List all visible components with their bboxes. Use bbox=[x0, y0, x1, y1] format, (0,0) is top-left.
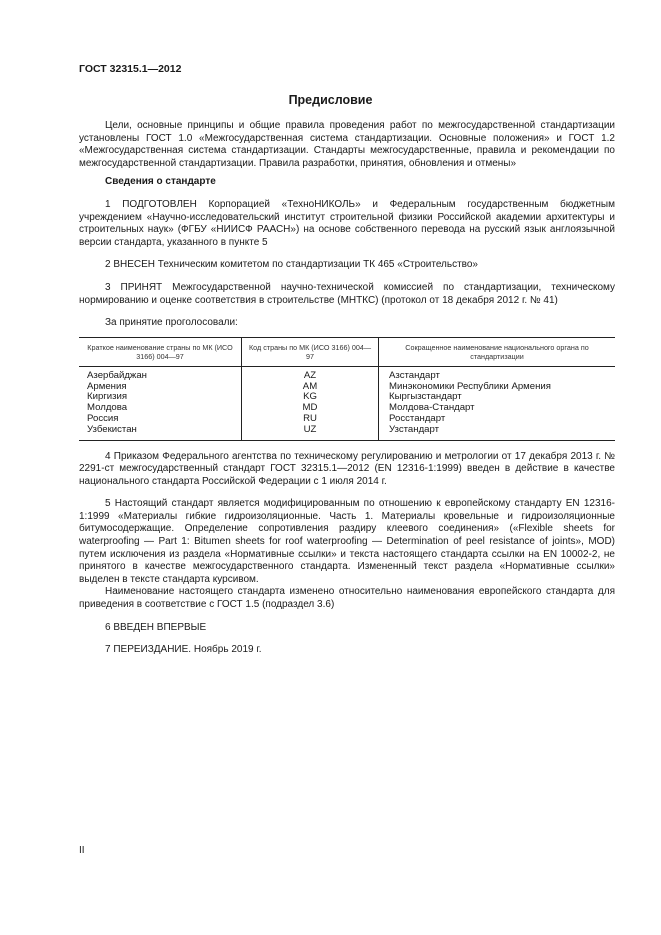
column-header-body: Сокращенное наименование национального органа по стандартизации bbox=[379, 337, 616, 366]
table-row bbox=[79, 392, 615, 403]
page-title: Предисловие bbox=[288, 93, 373, 107]
page-number: II bbox=[79, 845, 85, 856]
voting-table bbox=[79, 337, 615, 441]
country-cell: Узбекистан bbox=[79, 425, 242, 440]
country-cell: Азербайджан bbox=[87, 369, 147, 381]
body-cell: Азстандарт bbox=[379, 366, 616, 381]
column-header-country: Краткое наименование страны по МК (ИСО 3166) 004—97 bbox=[79, 337, 242, 366]
country-cell: Россия bbox=[87, 412, 119, 424]
paragraph-7: 7 ПЕРЕИЗДАНИЕ. Ноябрь 2019 г. bbox=[105, 644, 262, 656]
paragraph-2: 2 ВНЕСЕН Техническим комитетом по стандартизации ТК 465 «Строительство» bbox=[105, 259, 478, 271]
body-cell: Кыргызстандарт bbox=[379, 392, 616, 403]
table-row bbox=[79, 382, 615, 393]
table-row bbox=[79, 425, 615, 440]
paragraph-1: 1 ПОДГОТОВЛЕН Корпорацией «ТехноНИКОЛЬ» и Федеральным государственным бюджетным учреждением «Научно-исследовательский институт строительной физики Российской академии архитектуры и строительных наук» (ФГБУ «НИИСФ РААСН») на основе собственного перевода на русский язык англоязычной версии стандарта, указанного в пункте 5 bbox=[79, 198, 615, 248]
paragraph-6: 6 ВВЕДЕН ВПЕРВЫЕ bbox=[105, 621, 207, 633]
code-cell: UZ bbox=[242, 425, 379, 440]
paragraph-5-continued: Наименование настоящего стандарта изменено относительно наименования европейского стандарта для приведения в соответствие с ГОСТ 1.5 (подраздел 3.6) bbox=[79, 586, 615, 611]
country-cell: Армения bbox=[87, 380, 127, 392]
country-cell: Киргизия bbox=[87, 391, 128, 403]
code-cell: KG bbox=[242, 392, 379, 403]
intro-paragraph: Цели, основные принципы и общие правила проведения работ по межгосударственной стандартизации установлены ГОСТ 1.0 «Межгосударственная система стандартизации. Основные положения» и ГОСТ 1.2 «Межгосударственная система стандартизации. Стандарты межгосударственные, правила и рекомендации по межгосударственной стандартизации. Правила разработки, принятия, обновления и отмены» bbox=[79, 120, 615, 169]
body-cell: Узстандарт bbox=[379, 425, 616, 440]
country-cell: Молдова bbox=[87, 402, 128, 414]
table-header-row bbox=[79, 337, 615, 366]
body-cell: Росстандарт bbox=[379, 414, 616, 425]
table-row bbox=[79, 414, 615, 425]
code-cell: MD bbox=[242, 403, 379, 414]
section-subheading: Сведения о стандарте bbox=[105, 176, 216, 188]
body-cell: Минэкономики Республики Армения bbox=[379, 382, 616, 393]
column-header-code: Код страны по МК (ИСО 3166) 004—97 bbox=[242, 337, 379, 366]
vote-label: За принятие проголосовали: bbox=[105, 317, 238, 329]
code-cell: AM bbox=[242, 382, 379, 393]
code-cell: AZ bbox=[242, 366, 379, 381]
paragraph-3: 3 ПРИНЯТ Межгосударственной научно-технической комиссией по стандартизации, техническому нормированию и оценке соответствия в строительстве (МНТКС) (протокол от 18 декабря 2012 г. № 41) bbox=[79, 281, 615, 306]
document-header: ГОСТ 32315.1—2012 bbox=[79, 63, 182, 75]
code-cell: RU bbox=[242, 414, 379, 425]
paragraph-5: 5 Настоящий стандарт является модифицированным по отношению к европейскому стандарту EN 12316-1:1999 «Материалы гибкие гидроизоляционные. Часть 1. Материалы кровельные и гидроизоляционные битумосодержащие. Определение сопротивления раздиру клеевого соединения» («Flexible sheets for waterproofing — Part 1: Bitumen sheets for roof waterproofing — Determination of peel resistance of joints», MOD) путем исключения из раздела «Нормативные ссылки» и текста настоящего стандарта ссылки на EN 10002-2, не принятого в качестве межгосударственного стандарта. Измененный текст раздела «Нормативные ссылки» выделен в тексте стандарта курсивом. bbox=[79, 498, 615, 585]
table-row bbox=[79, 366, 615, 381]
table-row bbox=[79, 403, 615, 414]
paragraph-4: 4 Приказом Федерального агентства по техническому регулированию и метрологии от 17 декабря 2013 г. № 2291-ст межгосударственный стандарт ГОСТ 32315.1—2012 (EN 12316-1:1999) введен в действие в качестве национального стандарта Российской Федерации с 1 июля 2014 г. bbox=[79, 450, 615, 487]
body-cell: Молдова-Стандарт bbox=[379, 403, 616, 414]
preface-body bbox=[79, 120, 615, 657]
